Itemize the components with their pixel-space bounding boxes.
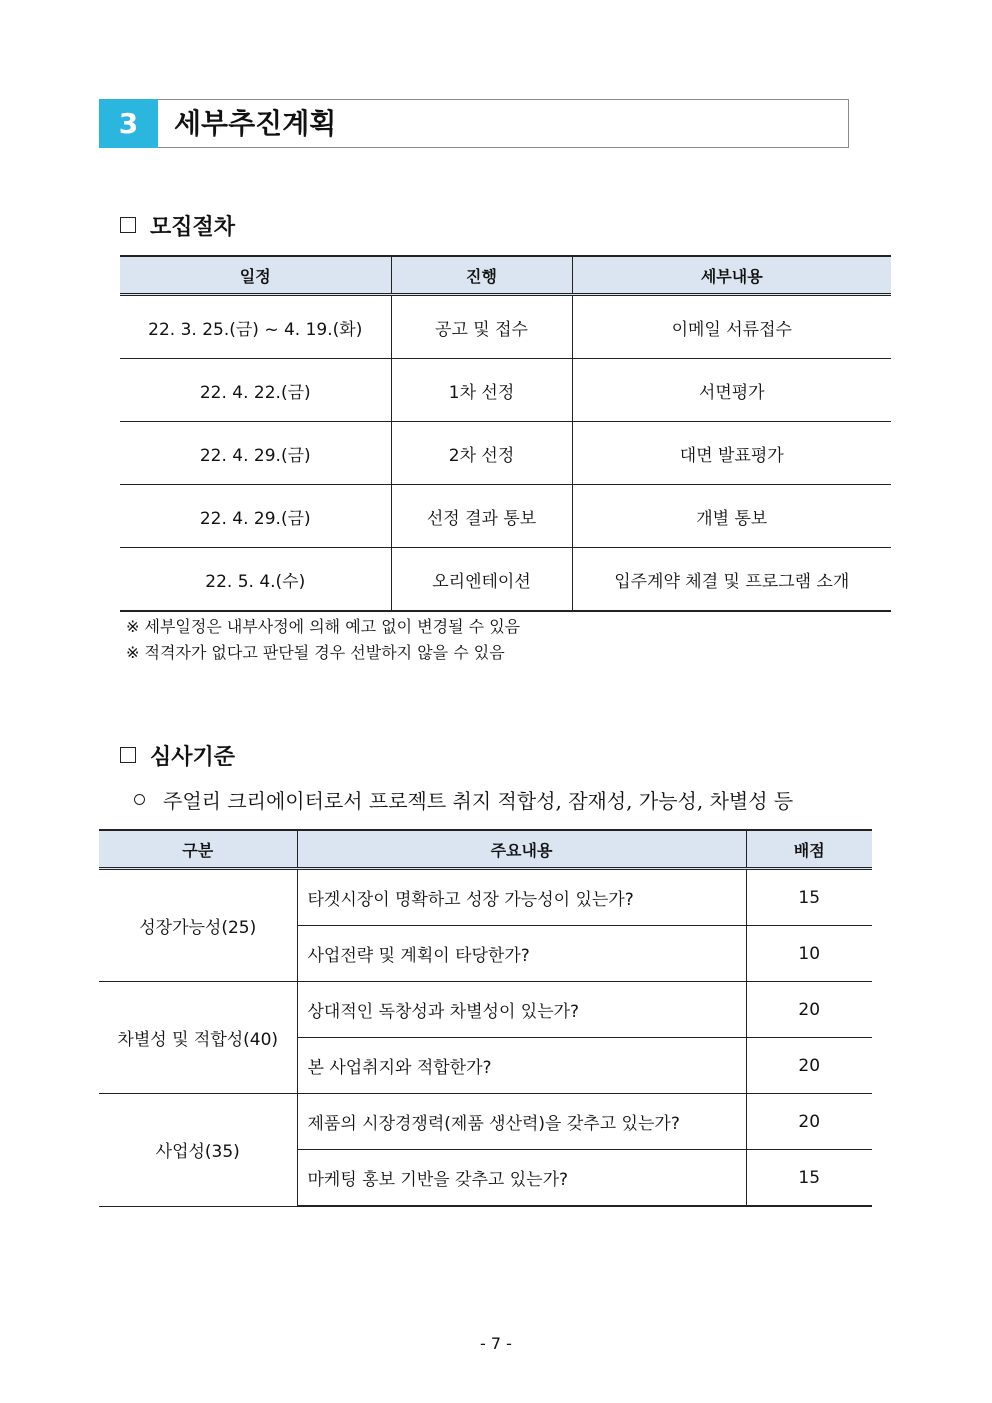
column-header: 구분 [99,830,297,869]
criteria-category: 사업성(35) [99,1094,297,1207]
table-row [99,869,872,926]
schedule-step: 선정 결과 통보 [391,485,572,548]
schedule-detail: 입주계약 체결 및 프로그램 소개 [572,548,891,612]
schedule-detail: 서면평가 [572,359,891,422]
column-header: 세부내용 [572,256,891,295]
schedule-note: ※ 세부일정은 내부사정에 의해 예고 없이 변경될 수 있음 [126,617,521,636]
column-header: 배점 [746,830,872,869]
recruit-heading-label: 모집절차 [150,213,236,240]
table-row [120,359,891,422]
checkbox-square-icon [120,747,136,763]
schedule-detail: 이메일 서류접수 [572,295,891,359]
schedule-step: 2차 선정 [391,422,572,485]
criteria-category: 차별성 및 적합성(40) [99,982,297,1094]
criteria-item: 타겟시장이 명확하고 성장 가능성이 있는가? [297,869,746,926]
table-row [120,295,891,359]
page-number: - 7 - [480,1334,512,1353]
section-number: 3 [99,99,158,148]
checkbox-square-icon [120,217,136,233]
table-row [99,982,872,1038]
criteria-score: 20 [746,1038,872,1094]
schedule-date: 22. 5. 4.(수) [120,548,391,612]
criteria-score: 20 [746,1094,872,1150]
criteria-bullet [134,785,793,814]
criteria-category: 성장가능성(25) [99,869,297,982]
column-header: 진행 [391,256,572,295]
criteria-score: 15 [746,869,872,926]
criteria-score: 20 [746,982,872,1038]
table-row [120,485,891,548]
schedule-detail: 대면 발표평가 [572,422,891,485]
table-row [120,548,891,612]
criteria-bullet-text: 주얼리 크리에이터로서 프로젝트 취지 적합성, 잠재성, 가능성, 차별성 등 [163,789,794,813]
table-header-row [120,256,891,295]
table-header-row [99,830,872,869]
schedule-date: 22. 4. 22.(금) [120,359,391,422]
criteria-item: 상대적인 독창성과 차별성이 있는가? [297,982,746,1038]
schedule-note: ※ 적격자가 없다고 판단될 경우 선발하지 않을 수 있음 [126,643,505,662]
table-row [99,1094,872,1150]
circle-bullet-icon [134,794,145,805]
criteria-score: 15 [746,1150,872,1207]
criteria-item: 마케팅 홍보 기반을 갖추고 있는가? [297,1150,746,1207]
criteria-table [99,829,872,1207]
section-title: 세부추진계획 [174,107,337,140]
recruit-schedule-table [120,255,891,612]
schedule-date: 22. 3. 25.(금) ~ 4. 19.(화) [120,295,391,359]
schedule-detail: 개별 통보 [572,485,891,548]
criteria-heading [120,740,235,770]
criteria-item: 본 사업취지와 적합한가? [297,1038,746,1094]
recruit-heading [120,210,235,240]
schedule-date: 22. 4. 29.(금) [120,422,391,485]
column-header: 주요내용 [297,830,746,869]
criteria-score: 10 [746,926,872,982]
criteria-item: 사업전략 및 계획이 타당한가? [297,926,746,982]
column-header: 일정 [120,256,391,295]
schedule-step: 공고 및 접수 [391,295,572,359]
criteria-heading-label: 심사기준 [150,743,236,770]
schedule-step: 1차 선정 [391,359,572,422]
table-row [120,422,891,485]
schedule-step: 오리엔테이션 [391,548,572,612]
criteria-item: 제품의 시장경쟁력(제품 생산력)을 갖추고 있는가? [297,1094,746,1150]
schedule-date: 22. 4. 29.(금) [120,485,391,548]
